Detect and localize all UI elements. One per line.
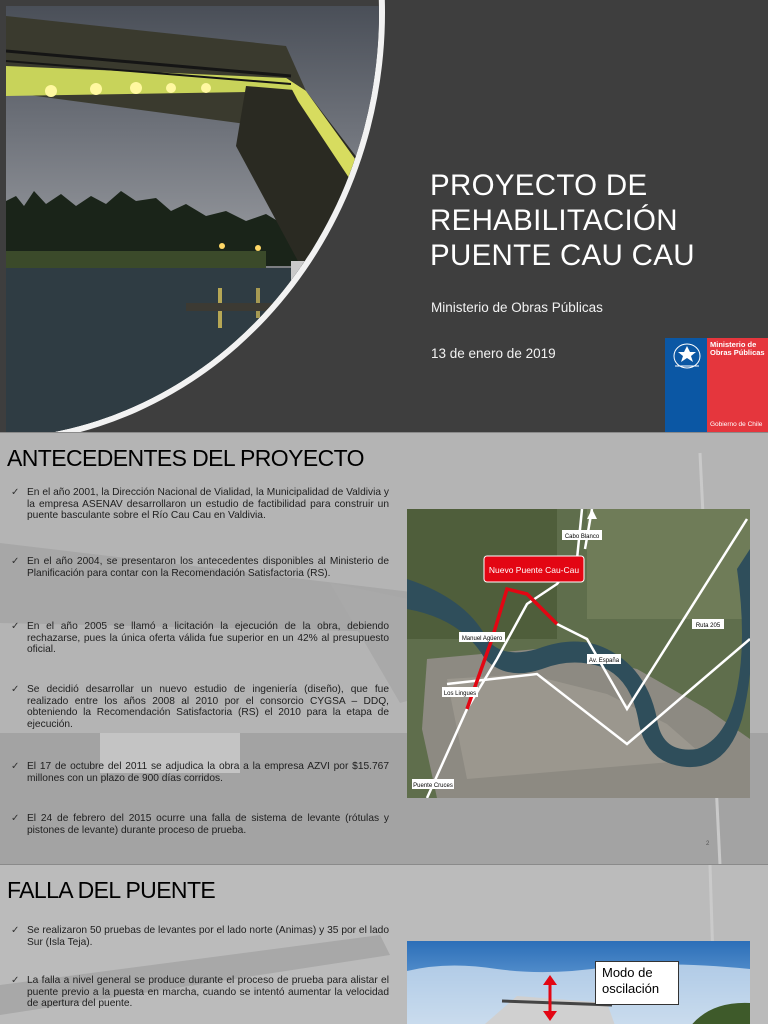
- map-label-cabo-blanco: Cabo Blanco: [564, 534, 600, 540]
- check-icon: ✓: [11, 975, 20, 986]
- check-icon: ✓: [11, 487, 20, 498]
- map-label-los-lingues: Los Lingues: [443, 691, 477, 697]
- oscillation-label-box: Modo de oscilación: [595, 961, 679, 1005]
- location-map: [407, 509, 750, 798]
- title-slide: [0, 0, 768, 432]
- bullet-item: ✓ Se realizaron 50 pruebas de levantes por el lado norte (Animas) y 35 por el lado Sur (Isla Teja).: [11, 925, 389, 948]
- bullet-item: ✓ Se decidió desarrollar un nuevo estudio de ingeniería (diseño), que fue realizado entre los años 2008 al 2010 por el consorcio CYGSA – DDQ, obteniendo la Recomendación Satisfactoria (RS) el 2010 para la etapa de ejecución.: [11, 684, 389, 730]
- bullet-item: ✓ El 24 de febrero del 2015 ocurre una falla de sistema de levante (rótulas y pistones de levante) durante proceso de prueba.: [11, 813, 389, 836]
- check-icon: ✓: [11, 621, 20, 632]
- section-title: FALLA DEL PUENTE: [7, 877, 216, 903]
- check-icon: ✓: [11, 761, 20, 772]
- logo-ministry-text: Ministerio de Obras Públicas: [710, 340, 765, 357]
- bullet-item: ✓ En el año 2004, se presentaron los antecedentes disponibles al Ministerio de Planificación para contar con la Recomendación Satisfactoria (RS).: [11, 556, 389, 579]
- presentation-subtitle: Ministerio de Obras Públicas: [431, 300, 603, 315]
- presentation-title: [430, 168, 760, 273]
- ministry-logo: [665, 338, 768, 432]
- bridge-photo-circle: [0, 0, 385, 432]
- logo-red-band: [707, 338, 768, 432]
- coat-of-arms-icon: [672, 342, 702, 370]
- title-line-2: REHABILITACIÓN: [430, 204, 678, 237]
- map-label-new-bridge: Nuevo Puente Cau-Cau: [488, 565, 580, 575]
- failure-bullet-list: [11, 925, 389, 1010]
- map-label-ruta-205: Ruta 205: [695, 623, 721, 629]
- section-title: ANTECEDENTES DEL PROYECTO: [7, 445, 364, 471]
- bridge-photo: [6, 6, 385, 432]
- check-icon: ✓: [11, 556, 20, 567]
- title-line-3: PUENTE CAU CAU: [430, 239, 695, 272]
- page-number: 2: [706, 841, 710, 847]
- title-line-1: PROYECTO DE: [430, 169, 648, 202]
- bullet-item: ✓ El 17 de octubre del 2011 se adjudica la obra a la empresa AZVI por $15.767 millones con un plazo de 900 días corridos.: [11, 761, 389, 784]
- bullet-item: ✓ En el año 2005 se llamó a licitación la ejecución de la obra, debiendo rechazarse, pues la única oferta válida fue superior en un 42% al presupuesto oficial.: [11, 621, 389, 655]
- background-bullet-list: [11, 487, 389, 836]
- logo-blue-band: [665, 338, 707, 432]
- logo-government-text: Gobierno de Chile: [710, 421, 763, 428]
- map-label-puente-cruces: Puente Cruces: [413, 783, 453, 789]
- oscillation-photo: [407, 941, 750, 1024]
- bullet-item: ✓ La falla a nivel general se produce durante el proceso de prueba para alistar el puente previo a la puesta en marcha, cuando se intentó aumentar la velocidad de apertura del puente.: [11, 975, 389, 1009]
- check-icon: ✓: [11, 684, 20, 695]
- bullet-item: ✓ En el año 2001, la Dirección Nacional de Vialidad, la Municipalidad de Valdivia y la empresa ASENAV desarrollaron un estudio de factibilidad para construir un puente basculante sobre el Río Cau Cau en Valdivia.: [11, 487, 389, 521]
- map-label-av-espana: Av. España: [588, 658, 620, 664]
- failure-slide: [0, 864, 768, 1024]
- background-slide: [0, 432, 768, 864]
- presentation-date: 13 de enero de 2019: [431, 346, 556, 361]
- check-icon: ✓: [11, 813, 20, 824]
- check-icon: ✓: [11, 925, 20, 936]
- map-label-manuel-aguero: Manuel Agüero: [461, 636, 503, 642]
